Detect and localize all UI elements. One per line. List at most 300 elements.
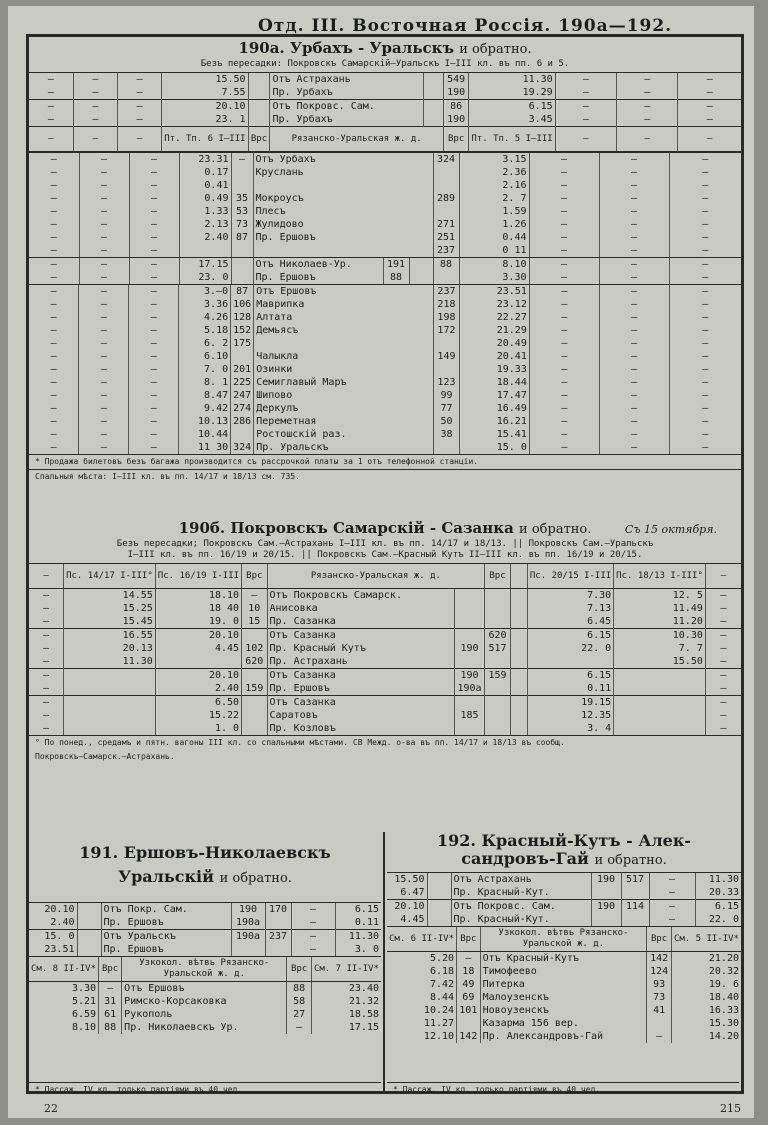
distance-cell: 142 (457, 1030, 481, 1043)
empty-cell (510, 722, 527, 735)
time-cell: 10.30 (614, 629, 706, 643)
empty-cell: — (529, 415, 599, 428)
table-190a-section-2 (29, 284, 741, 454)
distance-cell: 271 (433, 218, 459, 231)
empty-cell: — (129, 166, 179, 179)
time-cell: 2.36 (459, 166, 529, 179)
table-190b (29, 519, 741, 764)
time-cell (64, 682, 156, 696)
table-row (29, 389, 741, 402)
table-192-header: См. 6 II-IV* Врс Узкокол. вѣтвь Рязанско-Уральской ж. д. Врс См. 5 II-IV* (387, 927, 741, 952)
empty-cell: — (50, 325, 57, 336)
empty-cell: — (705, 615, 741, 629)
time-cell: 23.40 (311, 982, 381, 996)
empty-cell: — (79, 428, 129, 441)
time-cell: 0.17 (179, 166, 231, 179)
distance-cell (485, 709, 510, 722)
time-cell: 19.15 (527, 696, 613, 710)
table-row (29, 337, 741, 350)
station-name: Круслань (253, 166, 433, 179)
time-cell: 0.49 (179, 192, 231, 205)
empty-cell: — (599, 179, 669, 192)
empty-cell: — (50, 442, 57, 453)
table-row (387, 991, 741, 1004)
time-cell: 15.30 (671, 1017, 741, 1030)
time-cell: 20.13 (64, 642, 156, 655)
empty-cell: — (43, 683, 50, 694)
table-row (29, 376, 741, 389)
empty-cell: — (599, 244, 669, 257)
empty-cell: — (529, 350, 599, 363)
time-cell: 11.30 (64, 655, 156, 669)
empty-cell: — (129, 244, 179, 257)
empty-cell: — (50, 167, 57, 178)
table-190b-subtitle-2: I—III кл. въ пп. 16/19 и 20/15. || Покровскъ Сам.—Красный Кутъ II—III кл. въ пп. 16/19 и 20/15. (127, 550, 643, 560)
empty-cell: — (529, 402, 599, 415)
time-cell: 12. 5 (614, 589, 706, 603)
table-row: — — — 17.15 Отъ Николаев-Ур. 191 88 8.10 — — — (29, 258, 741, 272)
distance-cell: — (242, 589, 267, 603)
distance-cell (485, 615, 510, 629)
empty-cell: — (50, 390, 57, 401)
table-row: — — — 20.10 Отъ Покровс. Сам. 86 6.15 — — — (29, 100, 741, 114)
empty-cell: — (529, 428, 599, 441)
empty-cell: — (529, 324, 599, 337)
table-row (387, 978, 741, 991)
empty-cell: — (29, 629, 64, 643)
time-cell: 18.10 (155, 589, 241, 603)
empty-cell: — (43, 710, 50, 721)
table-row (29, 642, 741, 655)
time-cell: 15.25 (64, 602, 156, 615)
train-cell (454, 629, 485, 643)
station-name: Плесъ (253, 205, 433, 218)
empty-cell: — (669, 153, 741, 167)
time-cell: 11 30 (179, 441, 231, 454)
table-row (29, 629, 741, 643)
empty-cell: — (599, 389, 669, 402)
empty-cell: — (599, 324, 669, 337)
empty-cell: — (50, 351, 57, 362)
time-cell (64, 669, 156, 683)
empty-cell: — (529, 298, 599, 311)
time-cell: 10.44 (179, 428, 231, 441)
time-cell: 16.49 (459, 402, 529, 415)
time-cell: 18.58 (311, 1008, 381, 1021)
distance-cell: 123 (433, 376, 459, 389)
station-name: Малоузенскъ (480, 991, 647, 1004)
empty-cell: — (669, 350, 741, 363)
table-row (29, 231, 741, 244)
time-cell: 2.13 (179, 218, 231, 231)
time-cell: 19.33 (459, 363, 529, 376)
empty-cell: — (29, 153, 79, 167)
distance-cell: 15 (242, 615, 267, 629)
station-name: Отъ Сазанка (267, 669, 454, 683)
table-row (29, 709, 741, 722)
distance-cell: 18 (457, 965, 481, 978)
time-cell: 16.55 (64, 629, 156, 643)
distance-cell (242, 722, 267, 735)
table-190a-subtitle: Безъ пересадки: Покровскъ Самарскій—Уральскъ I—III кл. въ пп. 6 и 5. (200, 59, 570, 69)
table-190a-footnote: * Продажа билетовъ безъ багажа производится съ рассрочкой платы за 1 отъ телефонной станціи. (29, 454, 741, 469)
station-name: Мокроусъ (253, 192, 433, 205)
distance-cell: 99 (433, 389, 459, 402)
station-name: Римско-Корсаковка (122, 995, 287, 1008)
empty-cell: — (43, 656, 50, 667)
table-190b-footnote-1: ° По понед., средамъ и пятн. вагоны III кл. со спальными мѣстами. СВ Межд. о-ва въ пп. 14/17 и 18/13 въ сообщ. (29, 735, 741, 750)
empty-cell (510, 602, 527, 615)
time-cell (614, 696, 706, 710)
time-cell: 18.40 (671, 991, 741, 1004)
time-cell: 10.13 (179, 415, 231, 428)
time-cell: 10.24 (423, 1005, 455, 1016)
table-row (29, 350, 741, 363)
time-cell: 5.21 (71, 996, 97, 1007)
empty-cell: — (529, 153, 599, 167)
table-row (29, 589, 741, 603)
table-row (29, 179, 741, 192)
empty-cell: — (79, 231, 129, 244)
empty-cell: — (599, 166, 669, 179)
empty-cell: — (79, 389, 129, 402)
distance-cell (433, 363, 459, 376)
train-cell: 190 (454, 669, 485, 683)
distance-cell: 35 (231, 192, 253, 205)
empty-cell: — (129, 298, 179, 311)
time-cell: 18 40 (155, 602, 241, 615)
empty-cell: — (79, 205, 129, 218)
empty-cell: — (43, 590, 50, 601)
table-row: 2.40 Пр. Ершовъ 190а — 0.11 (50, 917, 379, 928)
table-row (29, 285, 741, 299)
empty-cell: — (599, 218, 669, 231)
empty-cell: — (129, 337, 179, 350)
time-cell: 11.20 (614, 615, 706, 629)
time-cell: 20.32 (671, 965, 741, 978)
station-name: Ростошскій раз. (254, 428, 434, 441)
empty-cell: — (50, 219, 57, 230)
distance-cell (242, 709, 267, 722)
empty-cell: — (79, 415, 129, 428)
distance-cell: 286 (231, 415, 254, 428)
table-190a (29, 39, 741, 484)
time-cell: 12.10 (423, 1031, 455, 1042)
station-name: Отъ Красный-Кутъ (480, 952, 647, 966)
empty-cell: — (599, 363, 669, 376)
station-name (254, 337, 434, 350)
distance-cell (231, 350, 254, 363)
time-cell: 7. 7 (614, 642, 706, 655)
table-row (29, 218, 741, 231)
empty-cell: — (529, 179, 599, 192)
empty-cell: — (29, 669, 64, 683)
time-cell: 16.33 (671, 1004, 741, 1017)
empty-cell: — (43, 643, 50, 654)
time-cell: 15.50 (614, 655, 706, 669)
time-cell (614, 722, 706, 735)
distance-cell: 88 (287, 982, 312, 996)
distance-cell: 53 (231, 205, 253, 218)
station-name: Пр. Уральскъ (254, 441, 434, 454)
empty-cell: — (669, 376, 741, 389)
table-190b-date: Съ 15 октября. (624, 523, 717, 536)
table-191-title-2: Уральскій и обратно. (118, 867, 292, 886)
distance-cell: 218 (433, 298, 459, 311)
time-cell: 14.55 (64, 589, 156, 603)
station-name: Питерка (480, 978, 647, 991)
empty-cell: — (43, 603, 50, 614)
empty-cell (510, 642, 527, 655)
time-cell: 21.29 (459, 324, 529, 337)
table-192-grid (387, 926, 741, 1043)
distance-cell: 274 (231, 402, 254, 415)
empty-cell: — (129, 218, 179, 231)
time-cell: 6.10 (179, 350, 231, 363)
empty-cell: — (529, 376, 599, 389)
distance-cell: 73 (231, 218, 253, 231)
table-row (29, 441, 741, 454)
time-cell: 17.15 (311, 1021, 381, 1034)
distance-cell: 172 (433, 324, 459, 337)
distance-cell: 101 (457, 1004, 481, 1017)
table-row: — — — 7.55 Пр. Урбахъ 190 19.29 — — — (29, 86, 741, 100)
empty-cell: — (50, 180, 57, 191)
empty-cell: — (669, 218, 741, 231)
table-192-footnote: * Пассаж. IV кл. только партіями въ 40 чел. (387, 1082, 739, 1097)
time-cell: 22.27 (459, 311, 529, 324)
distance-cell (231, 179, 253, 192)
time-cell: 23.51 (459, 285, 529, 299)
time-cell (527, 655, 613, 669)
empty-cell: — (79, 192, 129, 205)
time-cell (64, 722, 156, 735)
distance-cell: 152 (231, 324, 254, 337)
empty-cell: — (129, 205, 179, 218)
distance-cell: 289 (433, 192, 459, 205)
empty-cell (510, 655, 527, 669)
empty-cell: — (50, 403, 57, 414)
empty-cell: — (669, 363, 741, 376)
empty-cell (510, 589, 527, 603)
time-cell: 8.47 (179, 389, 231, 402)
distance-cell: — (457, 952, 481, 966)
empty-cell: — (129, 231, 179, 244)
distance-cell: 49 (457, 978, 481, 991)
time-cell (614, 669, 706, 683)
empty-cell: — (705, 669, 741, 683)
time-cell: 8.44 (429, 992, 455, 1003)
station-name: Переметная (254, 415, 434, 428)
empty-cell: — (705, 655, 741, 669)
time-cell: 1.33 (179, 205, 231, 218)
distance-cell: 620 (242, 655, 267, 669)
station-name: Деркулъ (254, 402, 434, 415)
table-192-connections (387, 872, 741, 926)
empty-cell: — (705, 589, 741, 603)
time-cell: 15.41 (459, 428, 529, 441)
empty-cell: — (529, 389, 599, 402)
table-row (29, 615, 741, 629)
distance-cell (231, 166, 253, 179)
empty-cell: — (43, 723, 50, 734)
table-190b-title: 190б. Покровскъ Самарскій - Сазанка и обратно. Съ 15 октября. (178, 519, 717, 537)
table-row (29, 1008, 381, 1021)
station-name: Семиглавый Маръ (254, 376, 434, 389)
table-row (387, 965, 741, 978)
empty-cell: — (529, 337, 599, 350)
train-cell (454, 602, 485, 615)
time-cell: 11.27 (423, 1018, 455, 1029)
distance-cell (457, 1017, 481, 1030)
table-191-title: 191. Ершовъ-Николаевскъ (79, 843, 331, 862)
empty-cell: — (599, 415, 669, 428)
empty-cell: — (529, 166, 599, 179)
distance-cell: 106 (231, 298, 254, 311)
table-191 (29, 832, 381, 1094)
table-192 (387, 831, 741, 1094)
time-cell (179, 244, 231, 257)
time-cell: 1.59 (459, 205, 529, 218)
empty-cell: — (705, 696, 741, 710)
empty-cell: — (599, 192, 669, 205)
empty-cell: — (705, 642, 741, 655)
empty-cell: — (599, 441, 669, 454)
empty-cell: — (129, 285, 179, 299)
distance-cell: 31 (99, 995, 122, 1008)
time-cell: 2. 7 (459, 192, 529, 205)
table-row (387, 1004, 741, 1017)
distance-cell: 237 (433, 285, 459, 299)
time-cell: 3.30 (71, 983, 97, 994)
distance-cell: 247 (231, 389, 254, 402)
time-cell: 7. 0 (179, 363, 231, 376)
empty-cell: — (79, 179, 129, 192)
distance-cell (647, 1017, 672, 1030)
time-cell: 0.44 (459, 231, 529, 244)
table-190a-connection-3 (29, 257, 741, 284)
station-name: Пр. Ершовъ (267, 682, 454, 696)
table-row (29, 415, 741, 428)
distance-cell: 142 (647, 952, 672, 966)
table-row (29, 696, 741, 710)
page-number-left: 22 (44, 1102, 58, 1115)
time-cell: 20.10 (155, 669, 241, 683)
time-cell: 20.49 (459, 337, 529, 350)
empty-cell: — (705, 602, 741, 615)
distance-cell: 251 (433, 231, 459, 244)
empty-cell: — (599, 402, 669, 415)
station-name (253, 244, 433, 257)
time-cell: 3.–0 (179, 285, 231, 299)
table-row (29, 244, 741, 257)
empty-cell: — (50, 245, 57, 256)
distance-cell: 73 (647, 991, 672, 1004)
train-cell: 185 (454, 709, 485, 722)
timetable-page (8, 6, 754, 1118)
table-row (29, 311, 741, 324)
distance-cell: 324 (433, 153, 459, 167)
time-cell: 16.21 (459, 415, 529, 428)
time-cell: 0.41 (179, 179, 231, 192)
distance-cell: 10 (242, 602, 267, 615)
station-name: Пр. Сазанка (267, 615, 454, 629)
table-row: 15. 0 Отъ Уральскъ 190а 237 — 11.30 (29, 930, 381, 944)
column-divider (383, 832, 385, 1094)
table-row (29, 153, 741, 167)
table-row (29, 982, 381, 996)
empty-cell (510, 669, 527, 683)
table-row (29, 166, 741, 179)
table-row (29, 1021, 381, 1034)
empty-cell: — (79, 350, 129, 363)
table-191-footnote: * Пассаж. IV кл. только партіями въ 40 чел. (29, 1082, 381, 1097)
distance-cell: 38 (433, 428, 459, 441)
empty-cell: — (669, 389, 741, 402)
empty-cell: — (79, 166, 129, 179)
station-name: Пр. Красный Кутъ (267, 642, 454, 655)
distance-cell (433, 166, 459, 179)
table-row: 20.10 Отъ Покровс. Сам. 190 114 — 6.15 (387, 900, 741, 914)
page-number-right: 215 (720, 1102, 741, 1115)
table-190b-subtitle-1: Безъ пересадки; Покровскъ Сам.—Астрахань I—III кл. въ пп. 14/17 и 18/13. || Покровскъ Сам.—Уральскъ (116, 539, 654, 549)
time-cell: 17.47 (459, 389, 529, 402)
table-192-title: 192. Красный-Кутъ - Алек- (436, 831, 692, 850)
train-cell: 190 (454, 642, 485, 655)
time-cell (155, 655, 241, 669)
table-row: 6.47 Пр. Красный-Кут. — 20.33 (400, 887, 739, 898)
distance-cell: 324 (231, 441, 254, 454)
empty-cell: — (599, 311, 669, 324)
distance-cell (485, 696, 510, 710)
page-frame (26, 34, 744, 1094)
empty-cell: — (669, 428, 741, 441)
table-row: 23.51 Пр. Ершовъ — 3. 0 (44, 944, 379, 955)
empty-cell: — (705, 629, 741, 643)
empty-cell: — (599, 231, 669, 244)
time-cell: 20.10 (155, 629, 241, 643)
time-cell (614, 709, 706, 722)
distance-cell: 69 (457, 991, 481, 1004)
time-cell: 2.16 (459, 179, 529, 192)
empty-cell: — (669, 415, 741, 428)
time-cell: 6.18 (429, 966, 455, 977)
distance-cell: 88 (99, 1021, 122, 1034)
time-cell: 5.18 (179, 324, 231, 337)
station-name: Жулидово (253, 218, 433, 231)
table-row (29, 655, 741, 669)
time-cell (64, 709, 156, 722)
table-row: — — — 15.50 Отъ Астрахань 549 11.30 — — — (29, 73, 741, 87)
distance-cell: 517 (485, 642, 510, 655)
time-cell (614, 682, 706, 696)
time-cell: 21.20 (671, 952, 741, 966)
distance-cell: 128 (231, 311, 254, 324)
distance-cell: 87 (231, 285, 254, 299)
time-cell: 23.31 (179, 153, 231, 167)
station-name: Отъ Сазанка (267, 696, 454, 710)
time-cell: 15.22 (155, 709, 241, 722)
time-cell: 6. 2 (179, 337, 231, 350)
time-cell: 6.45 (527, 615, 613, 629)
station-name (253, 179, 433, 192)
empty-cell: — (529, 441, 599, 454)
empty-cell (510, 682, 527, 696)
time-cell: 7.13 (527, 602, 613, 615)
distance-cell (485, 589, 510, 603)
time-cell: 2.40 (179, 231, 231, 244)
time-cell: 18.44 (459, 376, 529, 389)
